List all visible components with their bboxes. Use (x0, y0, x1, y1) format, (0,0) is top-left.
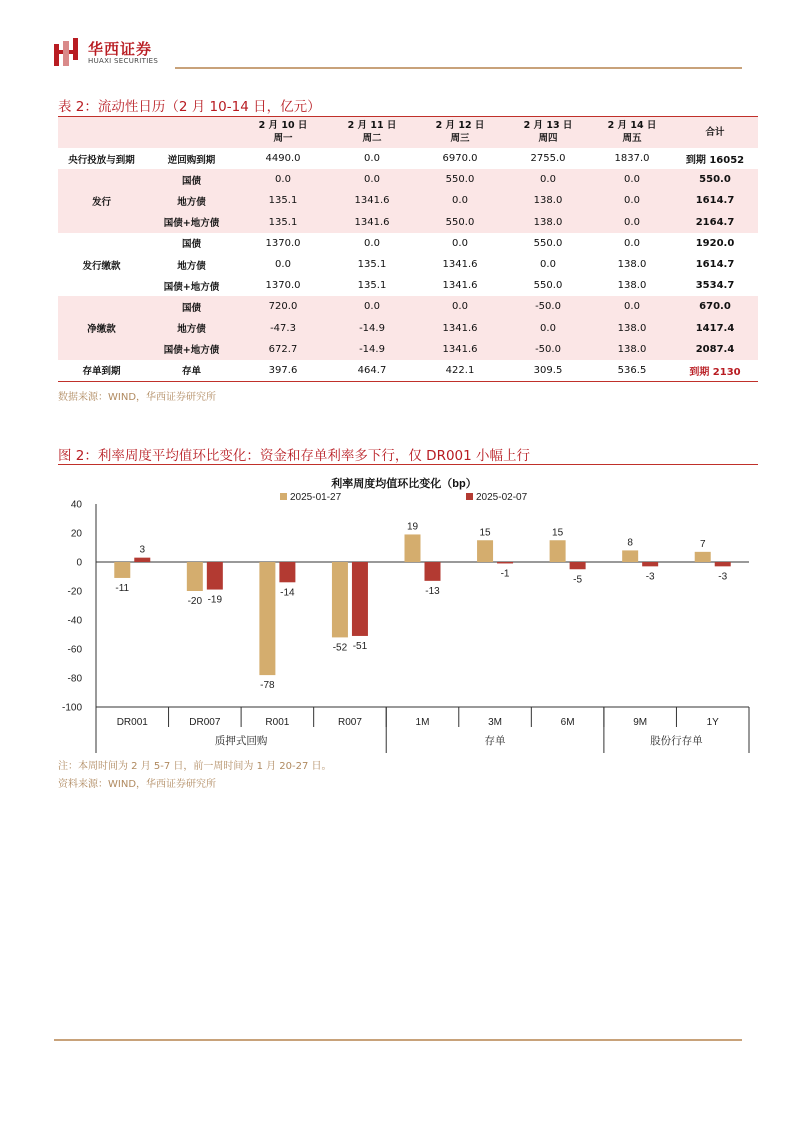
value-cell: 138.0 (592, 318, 672, 339)
legend-swatch (280, 493, 287, 500)
value-cell: 0.0 (416, 190, 504, 211)
header-day-cell (328, 116, 416, 148)
header-date: 2 月 14 日 (607, 120, 657, 131)
value-cell: 0.0 (504, 169, 592, 190)
value-cell: 0.0 (416, 296, 504, 317)
logo-company-name: 华西证券 (88, 40, 153, 58)
y-tick-label: -20 (67, 586, 82, 598)
value-cell: 1837.0 (614, 153, 650, 165)
data-label: -14 (280, 587, 295, 599)
table-row (58, 190, 758, 211)
header-date: 2 月 11 日 (347, 120, 397, 131)
huaxi-logo-icon (54, 38, 78, 66)
legend-swatch (466, 493, 473, 500)
table-row (58, 296, 758, 317)
value-cell: 550.0 (416, 169, 504, 190)
group-label: 净缴款 (58, 296, 145, 360)
data-label: 8 (627, 537, 633, 549)
value-cell: 309.5 (504, 360, 592, 381)
bar (187, 562, 203, 591)
category-label: 3M (488, 717, 503, 728)
group-label: 股份行存单 (650, 735, 703, 747)
value-cell: 4490.0 (265, 153, 301, 165)
category-label: 6M (560, 717, 575, 728)
bar (259, 562, 275, 675)
bar (642, 562, 658, 566)
row-item-label: 地方债 (177, 260, 206, 272)
total-cell: 670.0 (672, 296, 758, 317)
row-item-label: 地方债 (145, 318, 238, 339)
header-day-cell (238, 116, 328, 148)
value-cell: 1341.6 (442, 280, 478, 292)
data-label: -3 (645, 571, 655, 583)
header-weekday: 周五 (622, 133, 642, 144)
group-label: 存单到期 (58, 360, 145, 381)
data-label: -5 (573, 574, 583, 586)
data-label: -11 (115, 582, 130, 594)
bar (550, 540, 566, 562)
value-cell: 138.0 (504, 212, 592, 233)
value-cell: 0.0 (452, 237, 468, 249)
bar (570, 562, 586, 569)
category-label: 9M (633, 717, 648, 728)
value-cell: 6970.0 (442, 153, 478, 165)
value-cell: 135.1 (238, 212, 328, 233)
data-label: -51 (352, 640, 368, 652)
liquidity-calendar-table (58, 116, 758, 382)
legend-label: 2025-01-27 (290, 492, 342, 503)
header-day-cell (504, 116, 592, 148)
value-cell: 550.0 (416, 212, 504, 233)
data-label: -52 (332, 642, 348, 654)
bar (114, 562, 130, 578)
category-label: R007 (337, 717, 362, 728)
total-cell: 到期 16052 (685, 155, 745, 167)
value-cell: -14.9 (328, 318, 416, 339)
value-cell: 135.1 (357, 259, 387, 271)
bar (425, 562, 441, 581)
table-row (58, 233, 758, 254)
table-row (58, 254, 758, 275)
data-label: -13 (425, 585, 440, 597)
header-date: 2 月 10 日 (258, 120, 308, 131)
header-day-cell (416, 116, 504, 148)
bar (279, 562, 295, 582)
value-cell: 1341.6 (328, 190, 416, 211)
table-title: 表 2：流动性日历（2 月 10-14 日，亿元） (58, 99, 321, 115)
value-cell: 1341.6 (442, 259, 478, 271)
value-cell: 550.0 (533, 280, 563, 292)
row-item-label: 国债+地方债 (145, 212, 238, 233)
table-top-border (58, 116, 758, 117)
table-header-row (58, 116, 758, 148)
y-tick-label: -80 (67, 673, 82, 685)
bar (352, 562, 368, 636)
data-label: -78 (260, 680, 275, 692)
value-cell: 397.6 (238, 360, 328, 381)
total-cell: 1920.0 (695, 237, 735, 249)
data-label: -1 (500, 568, 510, 580)
value-cell: 138.0 (592, 339, 672, 360)
value-cell: -14.9 (328, 339, 416, 360)
table-row (58, 212, 758, 233)
total-cell: 到期 2130 (672, 360, 758, 381)
value-cell: 0.0 (592, 212, 672, 233)
value-cell: 0.0 (592, 169, 672, 190)
value-cell: 1370.0 (265, 237, 301, 249)
value-cell: 0.0 (364, 237, 380, 249)
row-item-label: 存单 (145, 360, 238, 381)
data-label: 3 (139, 544, 146, 556)
value-cell: 135.1 (357, 280, 387, 292)
value-cell: 0.0 (540, 259, 556, 271)
value-cell: 0.0 (624, 237, 640, 249)
header-weekday: 周三 (450, 133, 470, 144)
group-label: 质押式回购 (214, 735, 268, 747)
row-item-label: 地方债 (145, 190, 238, 211)
value-cell: 672.7 (238, 339, 328, 360)
total-cell: 2164.7 (672, 212, 758, 233)
logo-english-name: HUAXI SECURITIES (88, 57, 159, 65)
value-cell: 2755.0 (530, 153, 566, 165)
category-label: DR001 (116, 717, 148, 728)
value-cell: 464.7 (328, 360, 416, 381)
total-cell: 2087.4 (672, 339, 758, 360)
value-cell: 0.0 (364, 153, 380, 165)
y-tick-label: 0 (76, 557, 82, 569)
chart-title-underline (58, 464, 758, 465)
total-cell: 1614.7 (672, 190, 758, 211)
row-item-label: 国债 (145, 169, 238, 190)
footer-divider (54, 1039, 742, 1041)
value-cell: 135.1 (238, 190, 328, 211)
total-cell: 550.0 (672, 169, 758, 190)
data-label: 7 (699, 538, 706, 550)
bar (497, 562, 513, 563)
value-cell: 0.0 (592, 190, 672, 211)
header-date: 2 月 13 日 (523, 120, 573, 131)
table-row (58, 360, 758, 381)
header-weekday: 周一 (273, 133, 293, 144)
group-label: 发行缴款 (82, 260, 121, 272)
data-label: 15 (479, 527, 491, 539)
table-row (58, 339, 758, 360)
y-tick-label: 20 (70, 528, 82, 540)
total-cell: 1614.7 (695, 259, 735, 271)
row-item-label: 逆回购到期 (167, 154, 216, 166)
table-source: 数据来源：WIND，华西证券研究所 (58, 392, 217, 403)
value-cell: -50.0 (504, 296, 592, 317)
value-cell: 0.0 (238, 169, 328, 190)
bar (695, 552, 711, 562)
value-cell: 0.0 (504, 318, 592, 339)
y-tick-label: -60 (67, 644, 82, 656)
group-label: 发行 (58, 169, 145, 233)
bar (207, 562, 223, 590)
group-label: 存单 (484, 735, 506, 747)
table-row (58, 275, 758, 296)
header-weekday: 周二 (362, 133, 382, 144)
rate-change-bar-chart (54, 470, 754, 760)
data-label: -3 (718, 571, 728, 583)
value-cell: 720.0 (238, 296, 328, 317)
value-cell: 138.0 (617, 280, 647, 292)
header-blank (58, 116, 238, 148)
table-row (58, 169, 758, 190)
group-label: 央行投放与到期 (68, 154, 135, 166)
value-cell: 550.0 (533, 237, 563, 249)
value-cell: 138.0 (504, 190, 592, 211)
data-label: -20 (187, 596, 203, 607)
bar (622, 550, 638, 562)
legend-label: 2025-02-07 (476, 492, 528, 503)
value-cell: 1341.6 (328, 212, 416, 233)
value-cell: 138.0 (617, 259, 647, 271)
header-divider (175, 67, 742, 69)
bar (715, 562, 731, 566)
row-item-label: 国债+地方债 (163, 281, 220, 293)
category-label: 1M (415, 717, 430, 728)
table-row (58, 318, 758, 339)
value-cell: 0.0 (592, 296, 672, 317)
y-tick-label: 40 (70, 499, 82, 511)
chart-figure-title: 图 2：利率周度平均值环比变化：资金和存单利率多下行，仅 DR001 小幅上行 (58, 448, 531, 464)
data-label: -19 (207, 594, 223, 606)
value-cell: 0.0 (275, 259, 291, 271)
row-item-label: 国债 (145, 296, 238, 317)
total-cell: 3534.7 (695, 280, 735, 292)
chart-source: 资料来源：WIND，华西证券研究所 (58, 779, 217, 790)
bar (477, 540, 493, 562)
header-date: 2 月 12 日 (435, 120, 485, 131)
value-cell: 1370.0 (265, 280, 301, 292)
table-row (58, 148, 758, 169)
value-cell: -47.3 (238, 318, 328, 339)
bar (405, 534, 421, 562)
chart-title: 利率周度均值环比变化（bp） (331, 478, 477, 490)
category-label: R001 (265, 717, 290, 728)
y-tick-label: -100 (61, 702, 82, 714)
row-item-label: 国债 (181, 239, 201, 251)
value-cell: 0.0 (328, 296, 416, 317)
chart-note: 注：本周时间为 2 月 5-7 日，前一周时间为 1 月 20-27 日。 (58, 761, 332, 772)
total-cell: 1417.4 (672, 318, 758, 339)
y-tick-label: -40 (67, 615, 82, 627)
bar (332, 562, 348, 637)
value-cell: -50.0 (504, 339, 592, 360)
category-label: 1Y (706, 717, 719, 728)
value-cell: 1341.6 (416, 339, 504, 360)
value-cell: 0.0 (328, 169, 416, 190)
value-cell: 1341.6 (416, 318, 504, 339)
category-label: DR007 (189, 717, 221, 728)
value-cell: 536.5 (592, 360, 672, 381)
header-weekday: 周四 (538, 133, 558, 144)
header-total: 合计 (672, 116, 758, 148)
data-label: 15 (552, 527, 564, 539)
header-day-cell (592, 116, 672, 148)
row-item-label: 国债+地方债 (145, 339, 238, 360)
bar (134, 558, 150, 562)
data-label: 19 (406, 521, 419, 533)
value-cell: 422.1 (416, 360, 504, 381)
